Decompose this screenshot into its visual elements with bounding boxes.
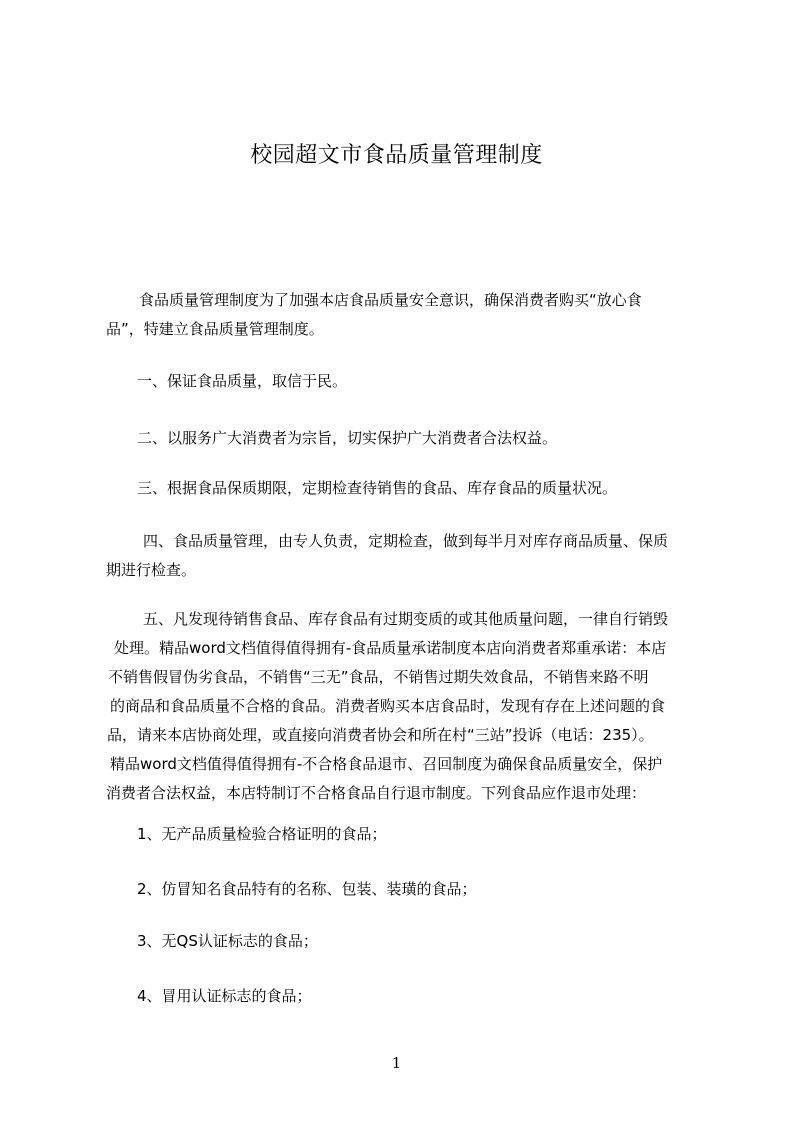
page-number: 1 (391, 1054, 402, 1072)
item-3: 三、根据食品保质期限，定期检查待销售的食品、库存食品的质量状况。 (137, 479, 618, 497)
item-2: 二、以服务广大消费者为宗旨，切实保护广大消费者合法权益。 (137, 429, 558, 447)
item-5-line: 精品word文档值得值得拥有-不合格食品退市、召回制度为确保食品质量安全，保护 (110, 755, 663, 773)
item-5-paragraph (106, 605, 668, 808)
intro-line: 品”，特建立食品质量管理制度。 (106, 320, 324, 338)
page-title: 校园超文市食品质量管理制度 (250, 143, 543, 168)
item-1: 一、保证食品质量，取信于民。 (137, 372, 348, 390)
recall-item-4: 4、冒用认证标志的食品； (137, 987, 312, 1005)
item-4-paragraph (106, 527, 668, 585)
item-5-line: 不销售假冒伪劣食品，不销售“三无”食品，不销售过期失效食品，不销售来路不明 (108, 668, 649, 686)
recall-item-1: 1、无产品质量检验合格证明的食品； (137, 825, 387, 843)
item-5-line: 的商品和食品质量不合格的食品。消费者购买本店食品时，发现有存在上述问题的食 (110, 697, 666, 715)
item-5-line: 消费者合法权益，本店特制订不合格食品自行退市制度。下列食品应作退市处理： (106, 784, 647, 802)
item-5-line: 品，请来本店协商处理，或直接向消费者协会和所在村“三站”投诉（电话：235）。 (107, 726, 654, 744)
item-5-line: 五、凡发现待销售食品、库存食品有过期变质的或其他质量问题，一律自行销毁 (143, 610, 669, 628)
item-5-line: 处理。精品word文档值得值得拥有-食品质量承诺制度本店向消费者郑重承诺：本店 (114, 639, 667, 657)
intro-line: 食品质量管理制度为了加强本店食品质量安全意识，确保消费者购买“放心食 (139, 291, 642, 309)
intro-paragraph (106, 286, 642, 344)
item-4-line: 四、食品质量管理，由专人负责，定期检查，做到每半月对库存商品质量、保质 (143, 532, 669, 550)
recall-item-3: 3、无QS认证标志的食品； (137, 932, 318, 950)
item-4-line: 期进行检查。 (106, 561, 197, 579)
recall-item-2: 2、仿冒知名食品特有的名称、包装、装璜的食品； (137, 880, 477, 898)
